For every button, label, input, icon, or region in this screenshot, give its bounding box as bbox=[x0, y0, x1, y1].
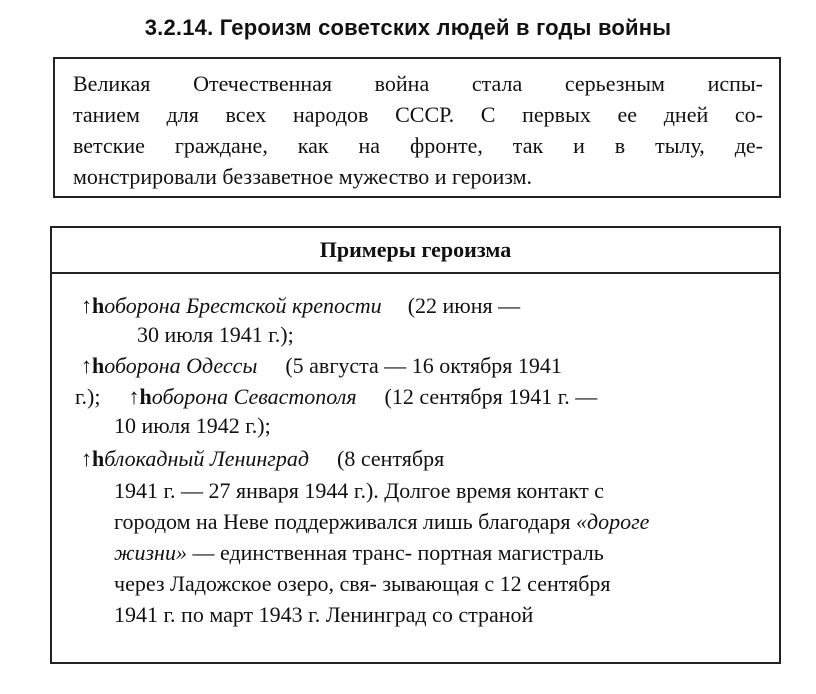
intro-line: Великая Отечественная война стала серьезным испы- bbox=[73, 71, 763, 96]
leningrad-text: через Ладожское озеро, свя- зывающая с 12 сентября bbox=[114, 571, 611, 596]
leningrad-text: 1941 г. по март 1943 г. Ленинград со страной bbox=[114, 602, 534, 627]
section-heading: 3.2.14. Героизм советских людей в годы войны bbox=[144, 15, 672, 40]
heroism-examples-table bbox=[50, 226, 781, 664]
brest-title: оборона Брестской крепости bbox=[104, 293, 382, 318]
odessa-sevastopol-line bbox=[75, 381, 597, 412]
leningrad-title: блокадный Ленинград bbox=[104, 446, 310, 471]
intro-line: монстрировали беззаветное мужество и героизм. bbox=[73, 164, 533, 189]
brest-line bbox=[81, 290, 520, 321]
intro-box bbox=[53, 57, 781, 198]
leningrad-text: — единственная транс- портная магистраль bbox=[192, 540, 604, 565]
bullet-marker: ↑h bbox=[128, 384, 152, 409]
sevastopol-line-2 bbox=[114, 410, 271, 441]
leningrad-line-5 bbox=[114, 568, 611, 599]
intro-line: танием для всех народов СССР. С первых ее дней со- bbox=[73, 102, 763, 127]
sevastopol-dates: (12 сентября 1941 г. — bbox=[384, 384, 598, 409]
odessa-dates: (5 августа — 16 октября 1941 bbox=[285, 353, 562, 378]
brest-line-2 bbox=[137, 319, 294, 350]
odessa-line bbox=[81, 350, 562, 381]
leningrad-line-2 bbox=[114, 475, 604, 506]
table-header: Примеры героизма bbox=[52, 228, 779, 274]
leningrad-line-4 bbox=[114, 537, 604, 568]
road-of-life: «дороге bbox=[575, 509, 650, 534]
odessa-title: оборона Одессы bbox=[104, 353, 258, 378]
odessa-dates-end: г.); bbox=[75, 384, 101, 409]
brest-dates-end: 30 июля 1941 г.); bbox=[137, 322, 294, 347]
sevastopol-dates-end: 10 июля 1942 г.); bbox=[114, 413, 271, 438]
intro-line: ветские граждане, как на фронте, так и в тылу, де- bbox=[73, 133, 763, 158]
leningrad-line-3 bbox=[114, 506, 649, 537]
bullet-marker: ↑h bbox=[81, 353, 105, 378]
leningrad-text: городом на Неве поддерживался лишь благодаря bbox=[114, 509, 571, 534]
sevastopol-title: оборона Севастополя bbox=[151, 384, 357, 409]
bullet-marker: ↑h bbox=[81, 446, 105, 471]
leningrad-dates: (8 сентября bbox=[337, 446, 445, 471]
leningrad-text: 1941 г. — 27 января 1944 г.). Долгое время контакт с bbox=[114, 478, 604, 503]
road-of-life: жизни» bbox=[114, 540, 187, 565]
leningrad-line bbox=[81, 443, 444, 474]
bullet-marker: ↑h bbox=[81, 293, 105, 318]
leningrad-line-6 bbox=[114, 599, 533, 630]
brest-dates: (22 июня — bbox=[407, 293, 521, 318]
